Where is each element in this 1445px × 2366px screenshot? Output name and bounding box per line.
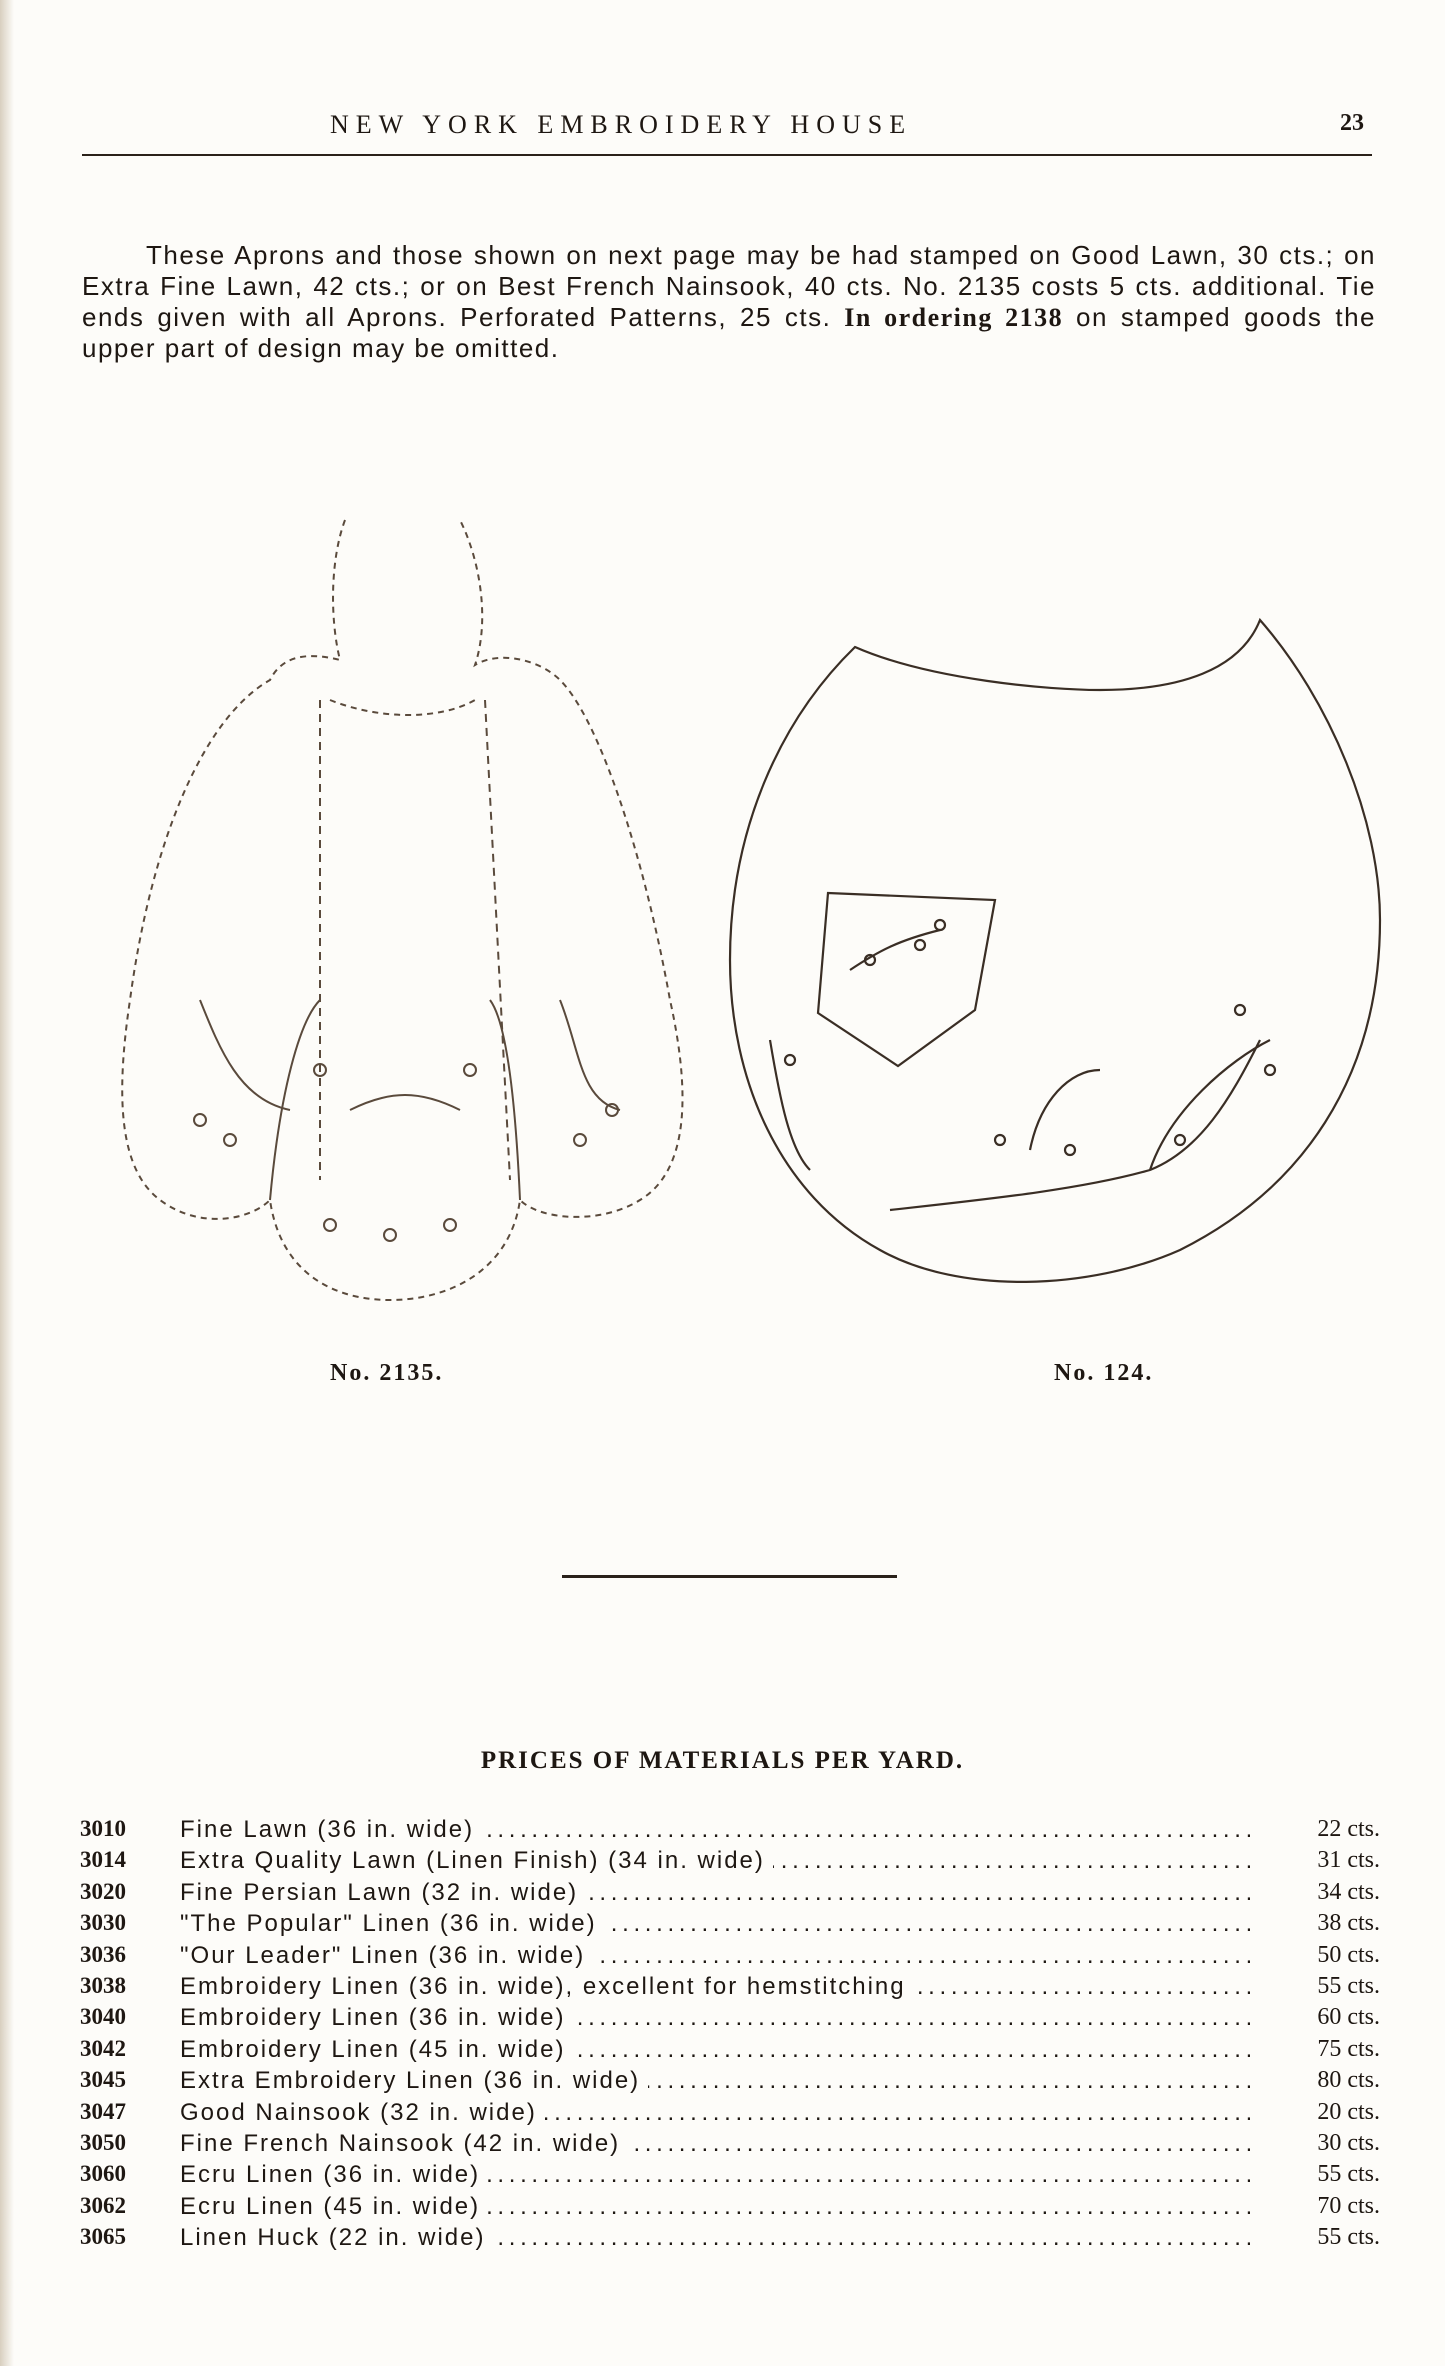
price-row xyxy=(80,2161,1380,2192)
apron-2135-illustration xyxy=(122,520,682,1300)
item-description: Good Nainsook (32 in. wide) . . . xyxy=(180,2099,1250,2127)
item-code: 3030 xyxy=(80,1910,126,1936)
section-divider xyxy=(562,1575,897,1578)
price-row xyxy=(80,2067,1380,2098)
price-row xyxy=(80,2224,1380,2255)
running-head: NEW YORK EMBROIDERY HOUSE xyxy=(330,110,913,139)
item-code: 3038 xyxy=(80,1972,126,1998)
item-description: Embroidery Linen (36 in. wide) . . . xyxy=(180,2004,1250,2032)
item-description: Extra Embroidery Linen (36 in. wide) . . . xyxy=(180,2067,1250,2095)
item-price: 75 cts. xyxy=(1317,2035,1380,2062)
item-price: 22 cts. xyxy=(1317,1816,1380,1842)
item-code: 3050 xyxy=(80,2129,126,2155)
prices-heading: PRICES OF MATERIALS PER YARD. xyxy=(480,1747,965,1774)
item-description: "Our Leader" Linen (36 in. wide) . . . xyxy=(180,1942,1250,1970)
item-price: 31 cts. xyxy=(1317,1847,1380,1874)
item-code: 3045 xyxy=(80,2067,126,2093)
price-row xyxy=(80,1942,1380,1973)
item-description: Extra Quality Lawn (Linen Finish) (34 in. wide) . . . xyxy=(180,1847,1250,1875)
item-description: Ecru Linen (36 in. wide) . . . xyxy=(180,2161,1250,2189)
price-row xyxy=(80,2036,1380,2067)
price-row xyxy=(80,1973,1380,2004)
price-row xyxy=(80,2193,1380,2224)
caption-apron-2135: No. 2135. xyxy=(330,1360,444,1386)
item-price: 20 cts. xyxy=(1317,2098,1380,2125)
item-code: 3020 xyxy=(80,1878,126,1904)
item-code: 3047 xyxy=(80,2098,126,2124)
price-row xyxy=(80,2004,1380,2035)
intro-bold-phrase: In ordering 2138 xyxy=(844,303,1064,332)
item-description: Fine French Nainsook (42 in. wide) . . . xyxy=(180,2130,1250,2158)
item-code: 3036 xyxy=(80,1941,126,1967)
item-code: 3060 xyxy=(80,2161,126,2187)
item-price: 55 cts. xyxy=(1317,2224,1380,2251)
price-row xyxy=(80,1879,1380,1910)
item-description: Ecru Linen (45 in. wide) . . . xyxy=(180,2193,1250,2221)
price-list xyxy=(80,1816,1380,2255)
item-description: Linen Huck (22 in. wide) . . . xyxy=(180,2224,1250,2252)
item-code: 3065 xyxy=(80,2224,126,2250)
item-price: 80 cts. xyxy=(1317,2067,1380,2094)
item-code: 3010 xyxy=(80,1816,126,1841)
price-row xyxy=(80,2099,1380,2130)
item-description: Fine Lawn (36 in. wide) . . . xyxy=(180,1816,1250,1844)
item-price: 38 cts. xyxy=(1317,1910,1380,1937)
caption-apron-124: No. 124. xyxy=(1054,1360,1154,1386)
page-number: 23 xyxy=(1340,110,1364,136)
apron-124-illustration xyxy=(730,620,1380,1282)
item-description: Embroidery Linen (45 in. wide) . . . xyxy=(180,2036,1250,2064)
item-description: "The Popular" Linen (36 in. wide) . . . xyxy=(180,1910,1250,1938)
item-description: Fine Persian Lawn (32 in. wide) . . . xyxy=(180,1879,1250,1907)
price-row xyxy=(80,1847,1380,1878)
item-price: 50 cts. xyxy=(1317,1941,1380,1968)
item-price: 55 cts. xyxy=(1317,1972,1380,1999)
price-row xyxy=(80,1816,1380,1847)
item-price: 70 cts. xyxy=(1317,2192,1380,2219)
item-code: 3040 xyxy=(80,2004,126,2030)
item-price: 30 cts. xyxy=(1317,2129,1380,2156)
price-row xyxy=(80,1910,1380,1941)
item-description: Embroidery Linen (36 in. wide), excellent for hemstitching . . . xyxy=(180,1973,1250,2001)
intro-text-2: on stamped goods the upper part of design may be omitted. xyxy=(82,302,1377,363)
price-row xyxy=(80,2130,1380,2161)
item-price: 60 cts. xyxy=(1317,2004,1380,2031)
item-code: 3042 xyxy=(80,2035,126,2061)
item-code: 3062 xyxy=(80,2192,126,2218)
item-price: 55 cts. xyxy=(1317,2161,1380,2188)
intro-text-1: These Aprons and those shown on next page may be had stamped on Good Lawn, 30 cts.; on Extra Fine Lawn, 42 cts.; or on Best French Nainsook, 40 cts. No. 2135 costs 5 cts. additional. Tie ends given with all Aprons. Perforated Patterns, 25 cts. xyxy=(82,240,1376,332)
item-code: 3014 xyxy=(80,1847,126,1873)
item-price: 34 cts. xyxy=(1317,1878,1380,1905)
